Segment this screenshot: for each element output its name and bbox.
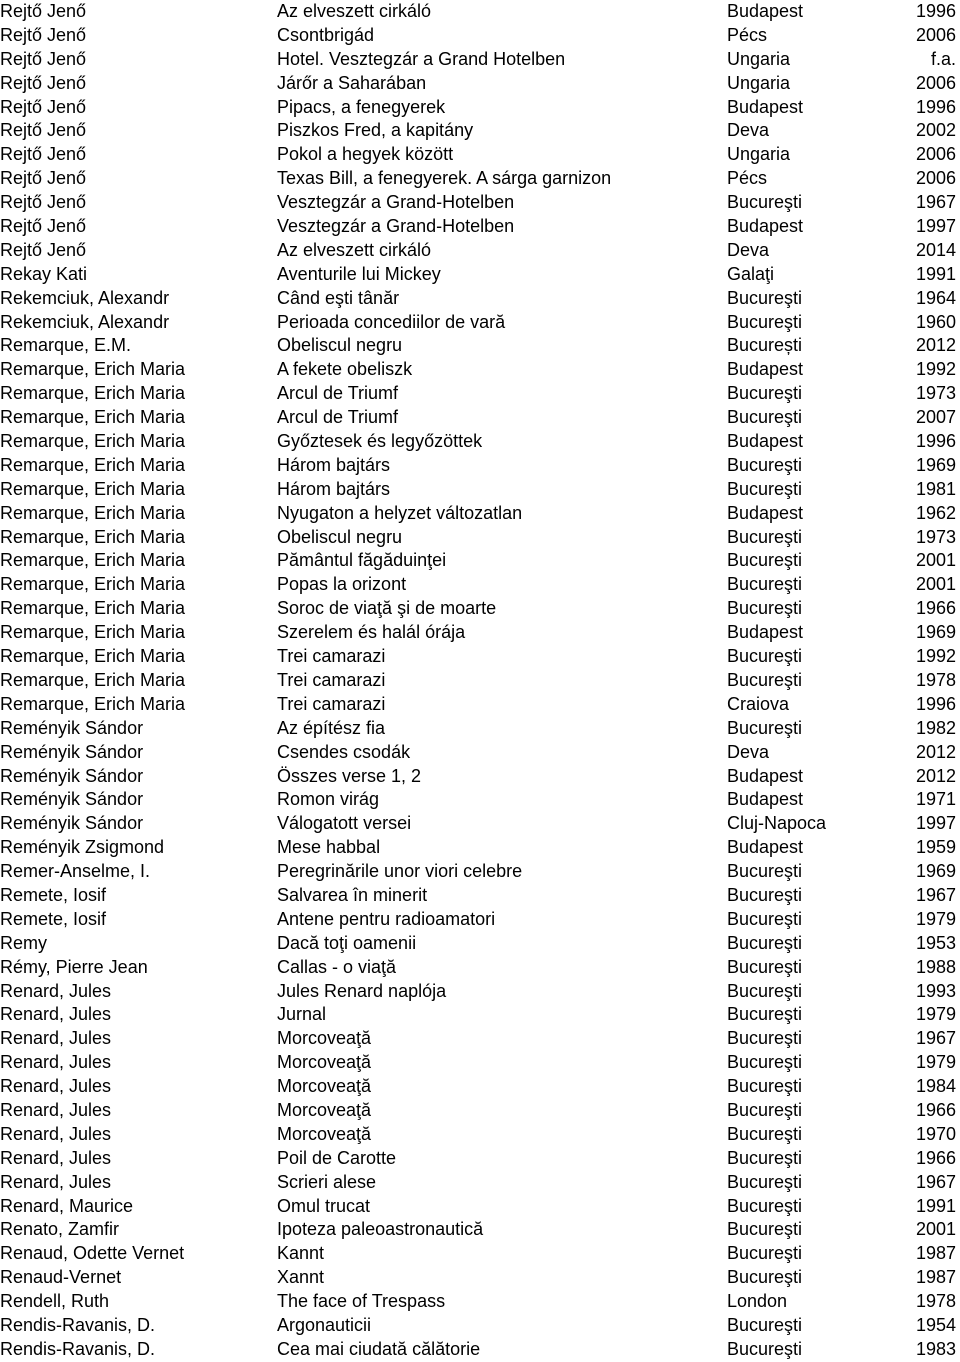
year-cell: 1967	[915, 192, 956, 213]
table-row	[0, 334, 960, 358]
title-cell: Az elveszett cirkáló	[277, 239, 432, 260]
author-cell: Remarque, Erich Maria	[0, 622, 186, 643]
year-cell: 1982	[915, 717, 956, 738]
table-row	[0, 1123, 960, 1147]
author-cell: Rendis-Ravanis, D.	[0, 1314, 156, 1335]
year-cell: 2006	[915, 144, 956, 165]
year-cell: 2007	[915, 407, 956, 428]
city-cell: Budapest	[727, 431, 804, 452]
title-cell: Három bajtárs	[277, 454, 391, 475]
title-cell: Hotel. Vesztegzár a Grand Hotelben	[277, 48, 566, 69]
author-cell: Remarque, E.M.	[0, 335, 132, 356]
author-cell: Rejtő Jenő	[0, 192, 87, 213]
title-cell: Soroc de viaţă şi de moarte	[277, 598, 497, 619]
title-cell: Perioada concediilor de vară	[277, 311, 506, 332]
city-cell: Bucureşti	[727, 1028, 803, 1049]
city-cell: Bucureşti	[727, 1099, 803, 1120]
author-cell: Remete, Iosif	[0, 884, 107, 905]
city-cell: Bucureşti	[727, 407, 803, 428]
title-cell: Kannt	[277, 1243, 325, 1264]
author-cell: Remarque, Erich Maria	[0, 502, 186, 523]
author-cell: Rejtő Jenő	[0, 24, 87, 45]
table-row	[0, 980, 960, 1004]
table-row	[0, 1147, 960, 1171]
table-row	[0, 860, 960, 884]
year-cell: 2001	[915, 550, 956, 571]
city-cell: Cluj-Napoca	[727, 813, 827, 834]
author-cell: Remarque, Erich Maria	[0, 359, 186, 380]
city-cell: Bucureşti	[727, 287, 803, 308]
author-cell: Reményik Sándor	[0, 813, 144, 834]
table-row	[0, 884, 960, 908]
title-cell: Morcoveaţă	[277, 1099, 372, 1120]
year-cell: 1970	[915, 1123, 956, 1144]
year-cell: 1983	[915, 1338, 956, 1359]
city-cell: Bucureşti	[727, 454, 803, 475]
author-cell: Remarque, Erich Maria	[0, 598, 186, 619]
city-cell: Bucureşti	[727, 478, 803, 499]
author-cell: Remarque, Erich Maria	[0, 478, 186, 499]
author-cell: Rejtő Jenő	[0, 1, 87, 21]
year-cell: 1966	[915, 598, 956, 619]
city-cell: Bucureşti	[727, 1076, 803, 1097]
year-cell: 1953	[915, 932, 956, 953]
author-cell: Rejtő Jenő	[0, 144, 87, 165]
year-cell: 1973	[915, 526, 956, 547]
author-cell: Renard, Maurice	[0, 1195, 134, 1216]
city-cell: Deva	[727, 239, 770, 260]
city-cell: Ungaria	[727, 144, 791, 165]
city-cell: Bucureşti	[727, 646, 803, 667]
table-row	[0, 1290, 960, 1314]
title-cell: Dacă toţi oamenii	[277, 932, 417, 953]
title-cell: Pokol a hegyek között	[277, 144, 454, 165]
table-row	[0, 263, 960, 287]
author-cell: Remy	[0, 932, 48, 953]
table-row	[0, 741, 960, 765]
table-row	[0, 430, 960, 454]
title-cell: Összes verse 1, 2	[277, 765, 422, 786]
year-cell: 1967	[915, 1171, 956, 1192]
city-cell: Ungaria	[727, 48, 791, 69]
table-row	[0, 645, 960, 669]
year-cell: 1959	[915, 837, 956, 858]
title-cell: Az elveszett cirkáló	[277, 1, 432, 21]
table-row	[0, 1051, 960, 1075]
city-cell: Budapest	[727, 502, 804, 523]
year-cell: 2001	[915, 1219, 956, 1240]
table-row	[0, 143, 960, 167]
table-row	[0, 932, 960, 956]
author-cell: Remete, Iosif	[0, 908, 107, 929]
year-cell: 1993	[915, 980, 956, 1001]
title-cell: Trei camarazi	[277, 646, 386, 667]
title-cell: Jules Renard naplója	[277, 980, 447, 1001]
title-cell: Mese habbal	[277, 837, 381, 858]
year-cell: 1996	[915, 1, 956, 21]
city-cell: Bucureşti	[727, 980, 803, 1001]
title-cell: Xannt	[277, 1267, 325, 1288]
year-cell: 1971	[915, 789, 956, 810]
table-row	[0, 1242, 960, 1266]
title-cell: Morcoveaţă	[277, 1123, 372, 1144]
table-row	[0, 1027, 960, 1051]
city-cell: Bucureşti	[727, 383, 803, 404]
author-cell: Rendell, Ruth	[0, 1291, 110, 1312]
author-cell: Rejtő Jenő	[0, 168, 87, 189]
city-cell: Bucureşti	[727, 1314, 803, 1335]
title-cell: Antene pentru radioamatori	[277, 908, 496, 929]
year-cell: 1964	[915, 287, 956, 308]
table-row	[0, 0, 960, 24]
table-row	[0, 287, 960, 311]
author-cell: Reményik Sándor	[0, 741, 144, 762]
author-cell: Renard, Jules	[0, 1171, 112, 1192]
title-cell: Când eşti tânăr	[277, 287, 400, 308]
table-row	[0, 908, 960, 932]
city-cell: București	[727, 335, 803, 356]
year-cell: 1954	[915, 1314, 956, 1335]
year-cell: 2014	[915, 239, 956, 260]
title-cell: Csendes csodák	[277, 741, 411, 762]
title-cell: Három bajtárs	[277, 478, 391, 499]
author-cell: Remarque, Erich Maria	[0, 550, 186, 571]
author-cell: Rejtő Jenő	[0, 120, 87, 141]
year-cell: 1987	[915, 1243, 956, 1264]
table-row	[0, 1099, 960, 1123]
title-cell: Győztesek és legyőzöttek	[277, 431, 483, 452]
year-cell: 1978	[915, 669, 956, 690]
author-cell: Remarque, Erich Maria	[0, 454, 186, 475]
table-row	[0, 478, 960, 502]
table-row	[0, 956, 960, 980]
author-cell: Rejtő Jenő	[0, 72, 87, 93]
year-cell: 1979	[915, 908, 956, 929]
year-cell: 2006	[915, 72, 956, 93]
city-cell: Bucureşti	[727, 1219, 803, 1240]
city-cell: Pécs	[727, 24, 768, 45]
title-cell: Peregrinările unor viori celebre	[277, 861, 523, 882]
table-row	[0, 382, 960, 406]
author-cell: Remarque, Erich Maria	[0, 407, 186, 428]
table-row	[0, 72, 960, 96]
title-cell: Arcul de Triumf	[277, 383, 399, 404]
table-row	[0, 24, 960, 48]
city-cell: Bucureşti	[727, 1147, 803, 1168]
year-cell: 1973	[915, 383, 956, 404]
author-cell: Remarque, Erich Maria	[0, 693, 186, 714]
city-cell: Bucureşti	[727, 1195, 803, 1216]
city-cell: Bucureşti	[727, 861, 803, 882]
table-row	[0, 765, 960, 789]
city-cell: Bucureşti	[727, 1171, 803, 1192]
table-row	[0, 1314, 960, 1338]
table-row	[0, 1218, 960, 1242]
city-cell: Bucureşti	[727, 1243, 803, 1264]
city-cell: Bucureşti	[727, 669, 803, 690]
author-cell: Renard, Jules	[0, 1052, 112, 1073]
year-cell: 1996	[915, 693, 956, 714]
city-cell: Bucureşti	[727, 311, 803, 332]
title-cell: Poil de Carotte	[277, 1147, 397, 1168]
author-cell: Reményik Sándor	[0, 789, 144, 810]
title-cell: Trei camarazi	[277, 669, 386, 690]
title-cell: Texas Bill, a fenegyerek. A sárga garnizon	[277, 168, 612, 189]
city-cell: Budapest	[727, 837, 804, 858]
table-row	[0, 215, 960, 239]
city-cell: Budapest	[727, 1, 804, 21]
title-cell: Cea mai ciudată călătorie	[277, 1338, 481, 1359]
city-cell: Budapest	[727, 622, 804, 643]
table-row	[0, 1195, 960, 1219]
title-cell: Csontbrigád	[277, 24, 375, 45]
author-cell: Renaud-Vernet	[0, 1267, 122, 1288]
year-cell: 2002	[915, 120, 956, 141]
city-cell: Bucureşti	[727, 1267, 803, 1288]
year-cell: 1979	[915, 1052, 956, 1073]
year-cell: 2006	[915, 24, 956, 45]
city-cell: Bucureşti	[727, 192, 803, 213]
city-cell: Bucureşti	[727, 1052, 803, 1073]
table-row	[0, 549, 960, 573]
year-cell: 1969	[915, 861, 956, 882]
year-cell: 1981	[915, 478, 956, 499]
table-row	[0, 812, 960, 836]
title-cell: Ipoteza paleoastronautică	[277, 1219, 484, 1240]
year-cell: 1969	[915, 622, 956, 643]
table-row	[0, 717, 960, 741]
year-cell: 1987	[915, 1267, 956, 1288]
year-cell: 1984	[915, 1076, 956, 1097]
city-cell: Deva	[727, 741, 770, 762]
author-cell: Rekemciuk, Alexandr	[0, 311, 170, 332]
title-cell: Romon virág	[277, 789, 380, 810]
title-cell: Omul trucat	[277, 1195, 371, 1216]
author-cell: Renard, Jules	[0, 1004, 112, 1025]
author-cell: Rendis-Ravanis, D.	[0, 1338, 156, 1359]
year-cell: 1962	[915, 502, 956, 523]
year-cell: 1967	[915, 884, 956, 905]
city-cell: Bucureşti	[727, 908, 803, 929]
year-cell: 1997	[915, 216, 956, 237]
author-cell: Remarque, Erich Maria	[0, 669, 186, 690]
author-cell: Renard, Jules	[0, 1099, 112, 1120]
author-cell: Renard, Jules	[0, 1028, 112, 1049]
author-cell: Remarque, Erich Maria	[0, 383, 186, 404]
year-cell: 1988	[915, 956, 956, 977]
table-row	[0, 454, 960, 478]
table-row	[0, 239, 960, 263]
table-row	[0, 693, 960, 717]
city-cell: Bucureşti	[727, 598, 803, 619]
city-cell: Craiova	[727, 693, 790, 714]
table-row	[0, 191, 960, 215]
city-cell: Bucureşti	[727, 1123, 803, 1144]
city-cell: Bucureşti	[727, 717, 803, 738]
year-cell: 2012	[915, 335, 956, 356]
table-row	[0, 406, 960, 430]
title-cell: Válogatott versei	[277, 813, 412, 834]
title-cell: Morcoveaţă	[277, 1076, 372, 1097]
year-cell: 1996	[915, 96, 956, 117]
city-cell: Deva	[727, 120, 770, 141]
table-row	[0, 358, 960, 382]
title-cell: Piszkos Fred, a kapitány	[277, 120, 474, 141]
year-cell: 2012	[915, 741, 956, 762]
year-cell: 2012	[915, 765, 956, 786]
title-cell: Jurnal	[277, 1004, 327, 1025]
title-cell: A fekete obeliszk	[277, 359, 413, 380]
year-cell: 1969	[915, 454, 956, 475]
author-cell: Rekay Kati	[0, 263, 88, 284]
title-cell: Vesztegzár a Grand-Hotelben	[277, 216, 515, 237]
table-row	[0, 96, 960, 120]
title-cell: Pământul făgăduinţei	[277, 550, 447, 571]
year-cell: 1960	[915, 311, 956, 332]
author-cell: Reményik Sándor	[0, 717, 144, 738]
city-cell: Bucureşti	[727, 574, 803, 595]
title-cell: Callas - o viaţă	[277, 956, 397, 977]
year-cell: 1997	[915, 813, 956, 834]
title-cell: The face of Trespass	[277, 1291, 446, 1312]
author-cell: Rejtő Jenő	[0, 48, 87, 69]
city-cell: Bucureşti	[727, 1004, 803, 1025]
year-cell: 2001	[915, 574, 956, 595]
year-cell: 1992	[915, 646, 956, 667]
title-cell: Az építész fia	[277, 717, 386, 738]
city-cell: Bucureşti	[727, 884, 803, 905]
table-row	[0, 597, 960, 621]
year-cell: 1966	[915, 1147, 956, 1168]
city-cell: Bucureşti	[727, 1338, 803, 1359]
city-cell: Ungaria	[727, 72, 791, 93]
author-cell: Remarque, Erich Maria	[0, 431, 186, 452]
table-row	[0, 502, 960, 526]
title-cell: Obeliscul negru	[277, 335, 403, 356]
year-cell: 1991	[915, 1195, 956, 1216]
author-cell: Reményik Zsigmond	[0, 837, 165, 858]
table-row	[0, 167, 960, 191]
author-cell: Remarque, Erich Maria	[0, 646, 186, 667]
city-cell: Bucureşti	[727, 932, 803, 953]
year-cell: 1967	[915, 1028, 956, 1049]
year-cell: 1991	[915, 263, 956, 284]
title-cell: Trei camarazi	[277, 693, 386, 714]
table-row	[0, 119, 960, 143]
title-cell: Morcoveaţă	[277, 1028, 372, 1049]
author-cell: Remer-Anselme, I.	[0, 861, 151, 882]
city-cell: London	[727, 1291, 788, 1312]
author-cell: Reményik Sándor	[0, 765, 144, 786]
year-cell: 1996	[915, 431, 956, 452]
city-cell: Budapest	[727, 359, 804, 380]
author-cell: Remarque, Erich Maria	[0, 526, 186, 547]
title-cell: Vesztegzár a Grand-Hotelben	[277, 192, 515, 213]
table-row	[0, 1003, 960, 1027]
table-row	[0, 669, 960, 693]
author-cell: Remarque, Erich Maria	[0, 574, 186, 595]
title-cell: Szerelem és halál órája	[277, 622, 466, 643]
title-cell: Morcoveaţă	[277, 1052, 372, 1073]
table-row	[0, 1171, 960, 1195]
table-row	[0, 526, 960, 550]
table-row	[0, 1266, 960, 1290]
author-cell: Renato, Zamfir	[0, 1219, 120, 1240]
table-row	[0, 311, 960, 335]
year-cell: 1979	[915, 1004, 956, 1025]
author-cell: Renaud, Odette Vernet	[0, 1243, 185, 1264]
table-row	[0, 621, 960, 645]
year-cell: 2006	[915, 168, 956, 189]
year-cell: 1978	[915, 1291, 956, 1312]
table-row	[0, 1338, 960, 1362]
table-row	[0, 1075, 960, 1099]
table-row	[0, 788, 960, 812]
title-cell: Salvarea în minerit	[277, 884, 428, 905]
city-cell: Budapest	[727, 96, 804, 117]
table-row	[0, 836, 960, 860]
title-cell: Scrieri alese	[277, 1171, 377, 1192]
city-cell: Bucureşti	[727, 550, 803, 571]
author-cell: Renard, Jules	[0, 1123, 112, 1144]
title-cell: Nyugaton a helyzet változatlan	[277, 502, 523, 523]
author-cell: Renard, Jules	[0, 980, 112, 1001]
title-cell: Obeliscul negru	[277, 526, 403, 547]
city-cell: Budapest	[727, 765, 804, 786]
author-cell: Rekemciuk, Alexandr	[0, 287, 170, 308]
title-cell: Popas la orizont	[277, 574, 407, 595]
year-cell: 1992	[915, 359, 956, 380]
table-row	[0, 573, 960, 597]
author-cell: Rémy, Pierre Jean	[0, 956, 148, 977]
year-cell: f.a.	[930, 48, 956, 69]
year-cell: 1966	[915, 1099, 956, 1120]
city-cell: Galaţi	[727, 263, 775, 284]
title-cell: Arcul de Triumf	[277, 407, 399, 428]
title-cell: Pipacs, a fenegyerek	[277, 96, 446, 117]
author-cell: Rejtő Jenő	[0, 96, 87, 117]
city-cell: Budapest	[727, 216, 804, 237]
title-cell: Argonauticii	[277, 1314, 372, 1335]
city-cell: Budapest	[727, 789, 804, 810]
title-cell: Járőr a Saharában	[277, 72, 427, 93]
author-cell: Renard, Jules	[0, 1147, 112, 1168]
title-cell: Aventurile lui Mickey	[277, 263, 441, 284]
city-cell: Pécs	[727, 168, 768, 189]
author-cell: Rejtő Jenő	[0, 239, 87, 260]
city-cell: Bucureşti	[727, 956, 803, 977]
table-row	[0, 48, 960, 72]
author-cell: Rejtő Jenő	[0, 216, 87, 237]
author-cell: Renard, Jules	[0, 1076, 112, 1097]
city-cell: Bucureşti	[727, 526, 803, 547]
